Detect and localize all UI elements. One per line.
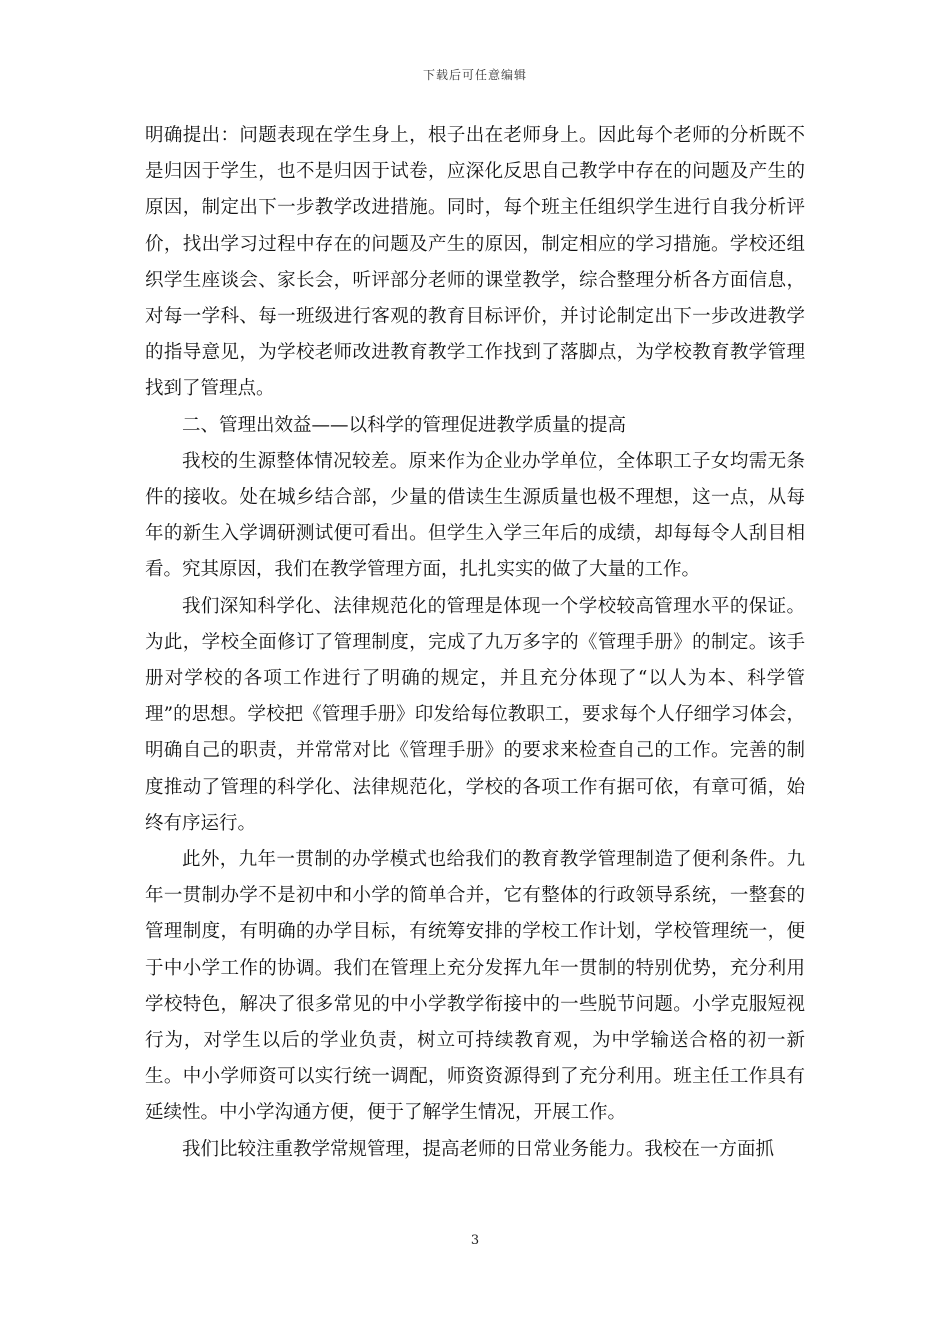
- paragraph-2: 我校的生源整体情况较差。原来作为企业办学单位，全体职工子女均需无条件的接收。处在城乡结合部，少量的借读生生源质量也极不理想，这一点，从每年的新生入学调研测试便可看出。但学生入学三年后的成绩，却每每令人刮目相看。究其原因，我们在教学管理方面，扎扎实实的做了大量的工作。: [145, 450, 805, 581]
- paragraph-1: 明确提出：问题表现在学生身上，根子出在老师身上。因此每个老师的分析既不是归因于学生，也不是归因于试卷，应深化反思自己教学中存在的问题及产生的原因，制定出下一步教学改进措施。同时，每个班主任组织学生进行自我分析评价，找出学习过程中存在的问题及产生的原因，制定相应的学习措施。学校还组织学生座谈会、家长会，听评部分老师的课堂教学，综合整理分析各方面信息，对每一学科、每一班级进行客观的教育目标评价，并讨论制定出下一步改进教学的指导意见，为学校老师改进教育教学工作找到了落脚点，为学校教育教学管理找到了管理点。: [145, 125, 805, 400]
- paragraph-3: 我们深知科学化、法律规范化的管理是体现一个学校较高管理水平的保证。为此，学校全面修订了管理制度，完成了九万多字的《管理手册》的制定。该手册对学校的各项工作进行了明确的规定，并且充分体现了“以人为本、科学管理”的思想。学校把《管理手册》印发给每位教职工，要求每个人仔细学习体会，明确自己的职责，并常常对比《管理手册》的要求来检查自己的工作。完善的制度推动了管理的科学化、法律规范化，学校的各项工作有据可依，有章可循，始终有序运行。: [145, 595, 805, 834]
- page-number: 3: [470, 1233, 480, 1248]
- paragraph-4: 此外，九年一贯制的办学模式也给我们的教育教学管理制造了便利条件。九年一贯制办学不是初中和小学的简单合并，它有整体的行政领导系统，一整套的管理制度，有明确的办学目标，有统筹安排的学校工作计划，学校管理统一，便于中小学工作的协调。我们在管理上充分发挥九年一贯制的特别优势，充分利用学校特色，解决了很多常见的中小学教学衔接中的一些脱节问题。小学克服短视行为，对学生以后的学业负责，树立可持续教育观，为中学输送合格的初一新生。中小学师资可以实行统一调配，师资资源得到了充分利用。班主任工作具有延续性。中小学沟通方便，便于了解学生情况，开展工作。: [145, 849, 805, 1124]
- section-heading: 二、管理出效益——以科学的管理促进教学质量的提高: [182, 414, 627, 436]
- download-note: 下载后可任意编辑: [422, 68, 527, 82]
- document-body: [145, 118, 805, 1168]
- paragraph-5: 我们比较注重教学常规管理，提高老师的日常业务能力。我校在一方面抓: [182, 1138, 775, 1160]
